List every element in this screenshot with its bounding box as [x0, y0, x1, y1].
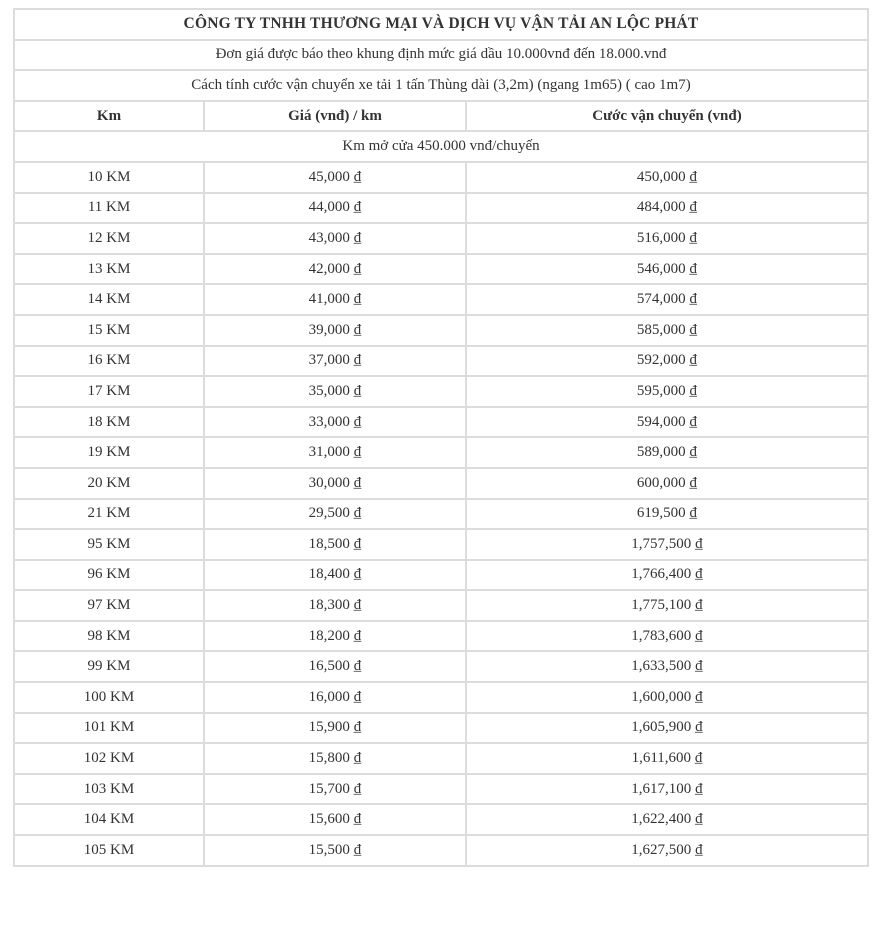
km-cell: 20 KM — [14, 468, 204, 499]
price-per-km-cell: 16,500 ₫ — [204, 651, 466, 682]
price-per-km-cell: 33,000 ₫ — [204, 407, 466, 438]
freight-cost-cell: 546,000 ₫ — [466, 254, 868, 285]
freight-cost-cell: 1,775,100 ₫ — [466, 590, 868, 621]
table-row — [14, 651, 868, 682]
km-cell: 97 KM — [14, 590, 204, 621]
price-basis-note: Đơn giá được báo theo khung định mức giá dầu 10.000vnđ đến 18.000.vnđ — [14, 40, 868, 71]
table-row — [14, 254, 868, 285]
km-cell: 11 KM — [14, 193, 204, 224]
freight-cost-cell: 595,000 ₫ — [466, 376, 868, 407]
method-row — [14, 70, 868, 101]
freight-cost-cell: 585,000 ₫ — [466, 315, 868, 346]
price-per-km-cell: 15,800 ₫ — [204, 743, 466, 774]
price-per-km-cell: 15,900 ₫ — [204, 713, 466, 744]
company-title: CÔNG TY TNHH THƯƠNG MẠI VÀ DỊCH VỤ VẬN TẢI AN LỘC PHÁT — [14, 9, 868, 40]
table-row — [14, 560, 868, 591]
column-header-freight-cost: Cước vận chuyển (vnđ) — [466, 101, 868, 132]
table-row — [14, 376, 868, 407]
km-cell: 12 KM — [14, 223, 204, 254]
price-basis-row — [14, 40, 868, 71]
table-row — [14, 468, 868, 499]
price-per-km-cell: 15,700 ₫ — [204, 774, 466, 805]
freight-cost-cell: 450,000 ₫ — [466, 162, 868, 193]
calculation-method-note: Cách tính cước vận chuyển xe tải 1 tấn Thùng dài (3,2m) (ngang 1m65) ( cao 1m7) — [14, 70, 868, 101]
km-cell: 19 KM — [14, 437, 204, 468]
table-row — [14, 743, 868, 774]
price-per-km-cell: 18,200 ₫ — [204, 621, 466, 652]
title-row — [14, 9, 868, 40]
price-per-km-cell: 43,000 ₫ — [204, 223, 466, 254]
km-cell: 100 KM — [14, 682, 204, 713]
freight-cost-cell: 592,000 ₫ — [466, 346, 868, 377]
km-cell: 105 KM — [14, 835, 204, 866]
price-per-km-cell: 42,000 ₫ — [204, 254, 466, 285]
freight-rate-table — [13, 8, 869, 867]
table-row — [14, 193, 868, 224]
km-cell: 17 KM — [14, 376, 204, 407]
km-cell: 103 KM — [14, 774, 204, 805]
table-row — [14, 437, 868, 468]
table-row — [14, 835, 868, 866]
table-row — [14, 774, 868, 805]
price-per-km-cell: 16,000 ₫ — [204, 682, 466, 713]
freight-cost-cell: 600,000 ₫ — [466, 468, 868, 499]
price-per-km-cell: 15,600 ₫ — [204, 804, 466, 835]
price-per-km-cell: 45,000 ₫ — [204, 162, 466, 193]
freight-cost-cell: 619,500 ₫ — [466, 499, 868, 530]
freight-cost-cell: 1,617,100 ₫ — [466, 774, 868, 805]
km-cell: 95 KM — [14, 529, 204, 560]
km-cell: 13 KM — [14, 254, 204, 285]
table-row — [14, 713, 868, 744]
price-per-km-cell: 35,000 ₫ — [204, 376, 466, 407]
price-per-km-cell: 39,000 ₫ — [204, 315, 466, 346]
freight-cost-cell: 1,766,400 ₫ — [466, 560, 868, 591]
freight-cost-cell: 1,757,500 ₫ — [466, 529, 868, 560]
table-row — [14, 621, 868, 652]
freight-cost-cell: 1,627,500 ₫ — [466, 835, 868, 866]
freight-cost-cell: 1,633,500 ₫ — [466, 651, 868, 682]
price-per-km-cell: 15,500 ₫ — [204, 835, 466, 866]
column-header-price-per-km: Giá (vnđ) / km — [204, 101, 466, 132]
header-row — [14, 101, 868, 132]
table-row — [14, 682, 868, 713]
price-per-km-cell: 29,500 ₫ — [204, 499, 466, 530]
freight-cost-cell: 1,611,600 ₫ — [466, 743, 868, 774]
opening-fee-row — [14, 131, 868, 162]
table-row — [14, 162, 868, 193]
freight-cost-cell: 484,000 ₫ — [466, 193, 868, 224]
freight-cost-cell: 1,600,000 ₫ — [466, 682, 868, 713]
km-cell: 18 KM — [14, 407, 204, 438]
km-cell: 101 KM — [14, 713, 204, 744]
price-per-km-cell: 18,300 ₫ — [204, 590, 466, 621]
freight-cost-cell: 594,000 ₫ — [466, 407, 868, 438]
km-cell: 15 KM — [14, 315, 204, 346]
freight-cost-cell: 574,000 ₫ — [466, 284, 868, 315]
opening-fee-note: Km mở cửa 450.000 vnđ/chuyến — [14, 131, 868, 162]
column-header-km: Km — [14, 101, 204, 132]
km-cell: 14 KM — [14, 284, 204, 315]
price-per-km-cell: 37,000 ₫ — [204, 346, 466, 377]
table-body — [14, 9, 868, 866]
price-per-km-cell: 41,000 ₫ — [204, 284, 466, 315]
price-per-km-cell: 18,400 ₫ — [204, 560, 466, 591]
freight-cost-cell: 1,605,900 ₫ — [466, 713, 868, 744]
table-row — [14, 804, 868, 835]
km-cell: 99 KM — [14, 651, 204, 682]
table-row — [14, 315, 868, 346]
km-cell: 21 KM — [14, 499, 204, 530]
table-row — [14, 499, 868, 530]
km-cell: 104 KM — [14, 804, 204, 835]
table-row — [14, 590, 868, 621]
km-cell: 16 KM — [14, 346, 204, 377]
freight-cost-cell: 1,783,600 ₫ — [466, 621, 868, 652]
table-row — [14, 223, 868, 254]
freight-cost-cell: 516,000 ₫ — [466, 223, 868, 254]
price-per-km-cell: 18,500 ₫ — [204, 529, 466, 560]
price-per-km-cell: 44,000 ₫ — [204, 193, 466, 224]
freight-cost-cell: 1,622,400 ₫ — [466, 804, 868, 835]
km-cell: 10 KM — [14, 162, 204, 193]
price-per-km-cell: 31,000 ₫ — [204, 437, 466, 468]
table-row — [14, 284, 868, 315]
freight-cost-cell: 589,000 ₫ — [466, 437, 868, 468]
table-row — [14, 529, 868, 560]
price-per-km-cell: 30,000 ₫ — [204, 468, 466, 499]
km-cell: 98 KM — [14, 621, 204, 652]
table-row — [14, 407, 868, 438]
km-cell: 102 KM — [14, 743, 204, 774]
table-row — [14, 346, 868, 377]
km-cell: 96 KM — [14, 560, 204, 591]
